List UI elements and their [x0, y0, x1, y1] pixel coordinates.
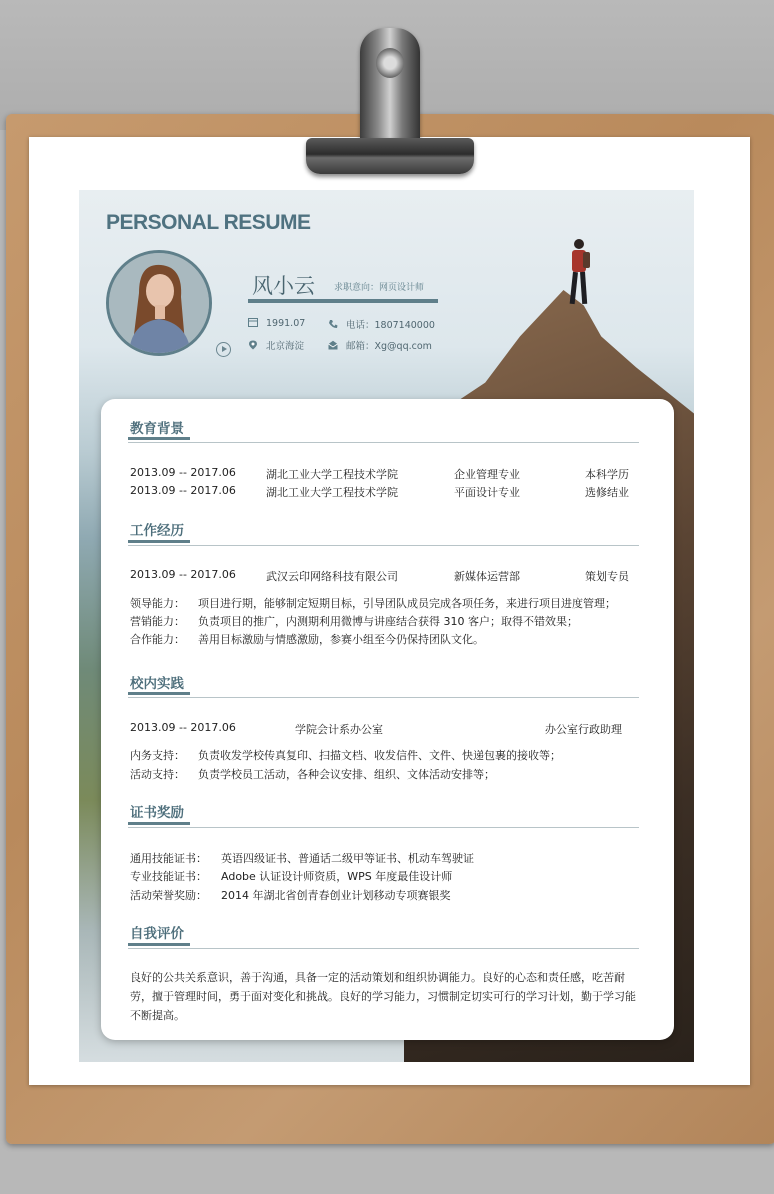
cert-2-label: 专业技能证书： [130, 870, 207, 883]
candidate-name: 风小云 [252, 274, 315, 298]
campus-item-1-label: 内务支持： [130, 749, 185, 762]
hiker-figure-image [564, 238, 594, 312]
work-item-2-label: 营销能力： [130, 615, 185, 628]
campus-divider [128, 697, 639, 698]
cert-2-text: Adobe 认证设计师资质，WPS 年度最佳设计师 [221, 870, 453, 883]
certs-heading: 证书奖励 [130, 805, 184, 821]
binder-clip-plate [306, 138, 474, 174]
campus-date: 2013.09 -- 2017.06 [130, 721, 236, 734]
name-underline [248, 299, 438, 303]
campus-heading-bar [128, 692, 190, 695]
cert-1-label: 通用技能证书： [130, 852, 207, 865]
self-evaluation-text: 良好的公共关系意识，善于沟通，具备一定的活动策划和组织协调能力。良好的心态和责任感，吃苦耐劳，擅于管理时间，勇于面对变化和挑战。良好的学习能力，习惯制定切实可行的学习计划，勤于学习能不断提高。 [130, 971, 636, 1022]
edu-row-1-school: 湖北工业大学工程技术学院 [266, 468, 398, 481]
cert-1-text: 英语四级证书、普通话二级甲等证书、机动车驾驶证 [221, 852, 474, 865]
location-pin-icon [248, 340, 258, 350]
education-heading: 教育背景 [130, 421, 184, 437]
campus-heading: 校内实践 [130, 676, 184, 692]
resume-title: PERSONAL RESUME [106, 211, 311, 234]
work-heading: 工作经历 [130, 523, 184, 539]
edu-row-2-date: 2013.09 -- 2017.06 [130, 484, 236, 497]
binder-clip-arm [360, 28, 420, 148]
cert-3-text: 2014 年湖北省创青春创业计划移动专项赛银奖 [221, 889, 451, 902]
work-item-1-text: 项目进行期，能够制定短期目标，引导团队成员完成各项任务，来进行项目进度管理； [198, 597, 616, 610]
location-text: 北京海淀 [266, 341, 305, 352]
education-divider [128, 442, 639, 443]
campus-org: 学院会计系办公室 [295, 723, 383, 736]
edu-row-2-degree: 选修结业 [585, 486, 629, 499]
campus-item-1-text: 负责收发学校传真复印、扫描文档、收发信件、文件、快递包裹的接收等； [198, 749, 561, 762]
phone-info [328, 317, 435, 331]
work-role: 策划专员 [585, 570, 629, 583]
work-item-3-label: 合作能力： [130, 633, 185, 646]
certs-heading-bar [128, 822, 190, 825]
work-item-2-text: 负责项目的推广，内测期利用微博与讲座结合获得 310 客户；取得不错效果； [198, 615, 578, 628]
email-address: 邮箱：Xg@qq.com [346, 341, 432, 352]
edu-row-2-major: 平面设计专业 [454, 486, 520, 499]
email-info [328, 338, 432, 352]
job-intent: 求职意向：网页设计师 [334, 283, 425, 293]
phone-icon [328, 319, 338, 329]
avatar [106, 250, 212, 356]
edu-row-1-date: 2013.09 -- 2017.06 [130, 466, 236, 479]
education-heading-bar [128, 437, 190, 440]
mail-icon [328, 340, 338, 350]
calendar-icon [248, 317, 258, 327]
work-divider [128, 545, 639, 546]
self-heading: 自我评价 [130, 926, 184, 942]
work-company: 武汉云印网络科技有限公司 [266, 570, 398, 583]
edu-row-2-school: 湖北工业大学工程技术学院 [266, 486, 398, 499]
campus-role: 办公室行政助理 [545, 723, 622, 736]
work-item-3-text: 善用目标激励与情感激励，参赛小组至今仍保持团队文化。 [198, 633, 484, 646]
certs-divider [128, 827, 639, 828]
work-heading-bar [128, 540, 190, 543]
play-icon [216, 342, 231, 357]
work-item-1-label: 领导能力： [130, 597, 185, 610]
portrait-image [109, 253, 209, 353]
campus-item-2-label: 活动支持： [130, 768, 185, 781]
campus-item-2-text: 负责学校员工活动，各种会议安排、组织、文体活动安排等； [198, 768, 495, 781]
self-heading-bar [128, 943, 190, 946]
work-date: 2013.09 -- 2017.06 [130, 568, 236, 581]
location-info [248, 338, 304, 352]
phone-number: 电话：1807140000 [346, 320, 435, 331]
birth-info [248, 317, 305, 329]
binder-clip-hole [376, 48, 404, 78]
self-divider [128, 948, 639, 949]
edu-row-1-degree: 本科学历 [585, 468, 629, 481]
cert-3-label: 活动荣誉奖励： [130, 889, 207, 902]
work-dept: 新媒体运营部 [454, 570, 520, 583]
edu-row-1-major: 企业管理专业 [454, 468, 520, 481]
birth-date: 1991.07 [266, 318, 306, 329]
